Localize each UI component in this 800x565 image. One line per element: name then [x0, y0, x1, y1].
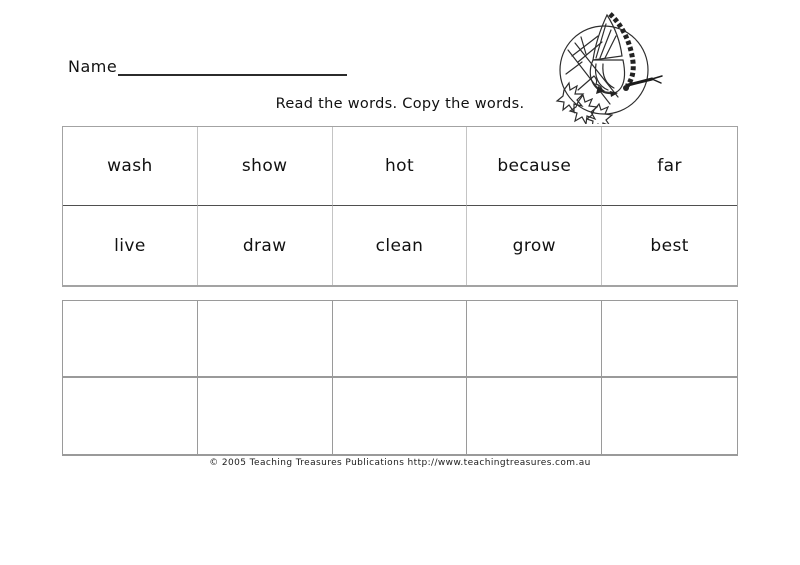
word-cell: show: [198, 127, 333, 206]
word-cell: far: [602, 127, 737, 206]
word-cell: wash: [63, 127, 198, 206]
word-cell: draw: [198, 206, 333, 285]
word-cell: best: [650, 235, 689, 256]
copy-cell[interactable]: [333, 301, 468, 378]
copy-cell[interactable]: [63, 378, 198, 455]
copy-cell[interactable]: [602, 301, 737, 378]
word-cell: live: [63, 206, 198, 285]
copy-table: [62, 300, 738, 456]
word-cell: because: [467, 127, 602, 206]
copy-cell[interactable]: [198, 301, 333, 378]
word-cell: grow: [467, 206, 602, 285]
footer-copyright: © 2005 Teaching Treasures Publications http://www.teachingtreasures.com.au: [209, 458, 591, 468]
copy-cell[interactable]: [198, 378, 333, 455]
words-table: [62, 126, 738, 287]
copy-cell[interactable]: [63, 301, 198, 378]
copy-cell[interactable]: [333, 378, 468, 455]
name-write-line[interactable]: [118, 58, 347, 76]
instruction-text: Read the words. Copy the words.: [275, 96, 525, 112]
copy-cell[interactable]: [602, 378, 737, 455]
name-label: Name: [68, 57, 118, 76]
word-cell: hot: [333, 127, 468, 206]
copy-cell[interactable]: [467, 378, 602, 455]
name-row: [68, 57, 347, 76]
copy-cell[interactable]: [467, 301, 602, 378]
word-cell: clean: [333, 206, 468, 285]
